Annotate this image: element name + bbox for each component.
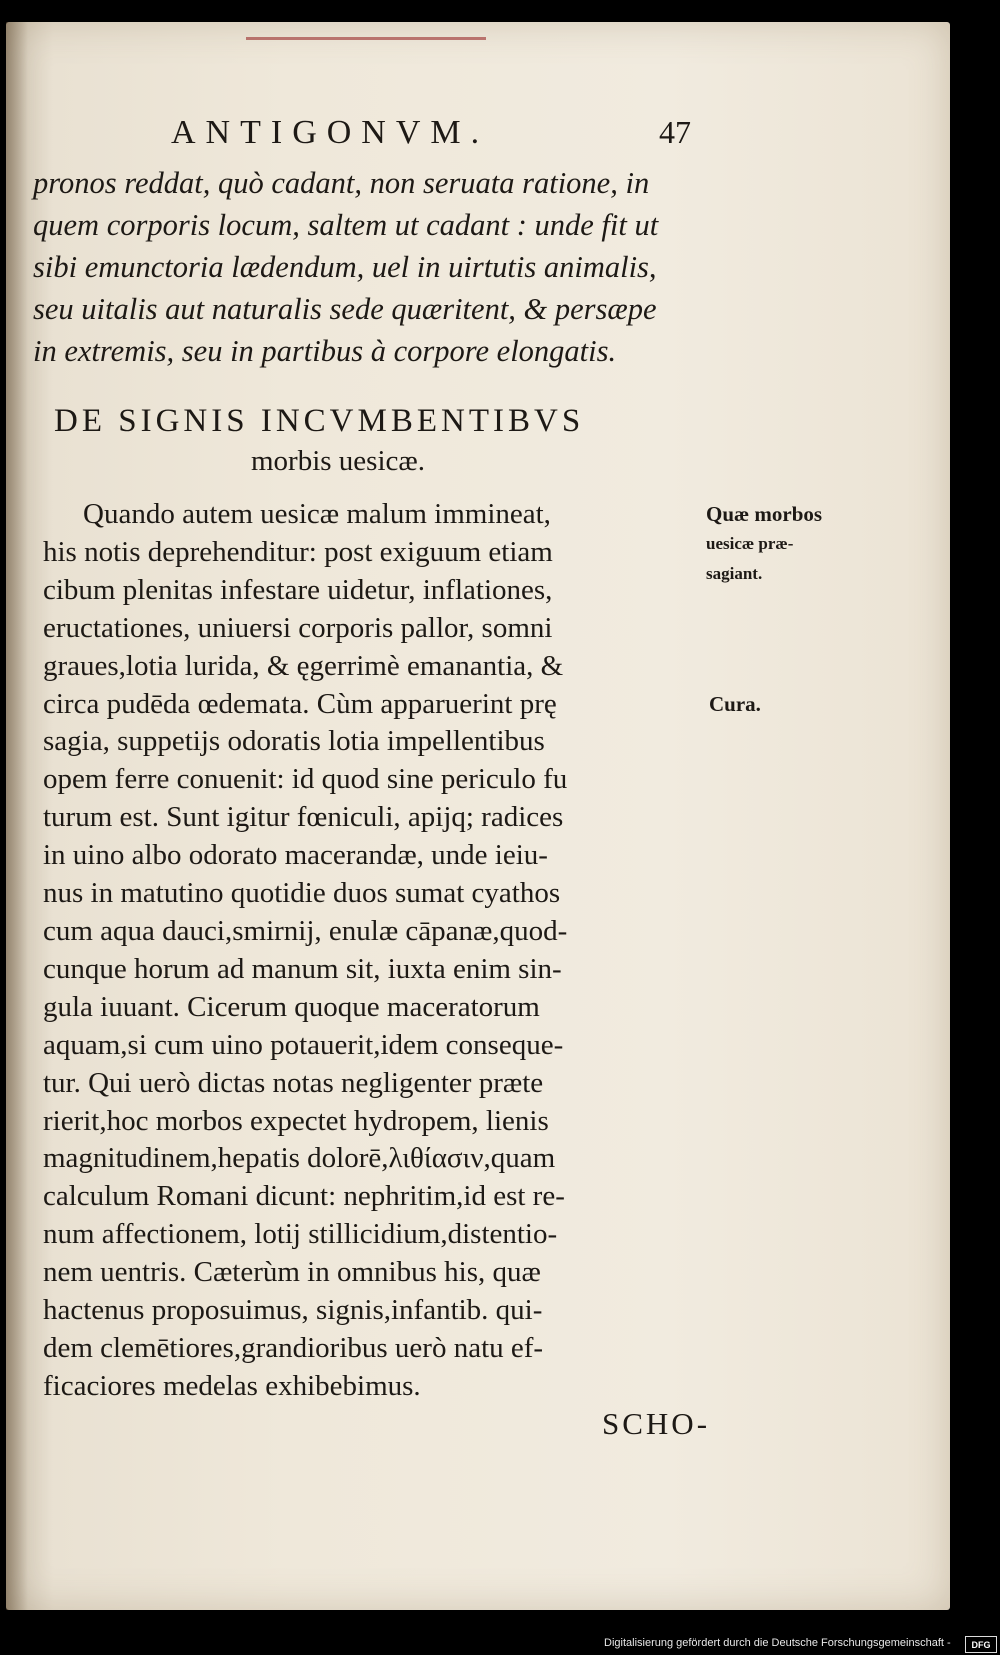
text-line: graues,lotia lurida, & ęgerrimè emanantia, & [43,649,564,682]
text-line: nem uentris. Cæterùm in omnibus his, quæ [43,1256,541,1289]
catchword: SCHO- [602,1406,711,1441]
text-line: in uino albo odorato macerandæ, unde ieiu- [43,839,548,872]
text-line: turum est. Sunt igitur fœniculi, apijq; radices [43,801,564,834]
text-line: cibum plenitas infestare uidetur, inflationes, [43,573,553,606]
margin-note-signs [706,499,822,589]
text-line: eructationes, uniuersi corporis pallor, somni [43,611,553,644]
text-line: hactenus proposuimus, signis,infantib. qui- [43,1294,543,1327]
text-line: sagia, suppetijs odoratis lotia impellentibus [43,725,545,758]
dfg-logo: DFG [965,1636,997,1653]
text-line: cum aqua dauci,smirnij, enulæ cāpanæ,quod- [43,914,568,947]
margin-note-line: sagiant. [706,564,763,583]
text-line: ficaciores medelas exhibebimus. [43,1369,421,1402]
text-line: rierit,hoc morbos expectet hydropem, lienis [43,1104,549,1137]
page-spine-shadow [6,22,28,1610]
text-line: opem ferre conuenit: id quod sine periculo fu [43,763,568,796]
margin-note-line: uesicæ præ- [706,534,794,553]
text-line: nus in matutino quotidie duos sumat cyathos [43,877,561,910]
page-number: 47 [659,114,691,150]
text-line: quem corporis locum, saltem ut cadant : unde fit ut [33,208,659,242]
text-line: seu uitalis aut naturalis sede quæritent, & persæpe [33,292,657,326]
text-line: gula iuuant. Cicerum quoque maceratorum [43,990,540,1023]
text-line: num affectionem, lotij stillicidium,distentio- [43,1218,558,1251]
text-line: Quando autem uesicæ malum immineat, [83,498,551,530]
book-page [6,22,950,1610]
top-paragraph [33,162,713,372]
section-subheading: morbis uesicæ. [251,445,425,477]
section-heading: DE SIGNIS INCVMBENTIBVS [54,403,585,439]
text-line: circa pudēda œdemata. Cùm apparuerint prę [43,687,557,720]
text-line: in extremis, seu in partibus à corpore elongatis. [33,334,617,368]
digitization-credit: Digitalisierung gefördert durch die Deutsche Forschungsgemeinschaft - [604,1637,951,1649]
text-line: his notis deprehenditur: post exiguum etiam [43,535,553,568]
margin-note-cura: Cura. [709,692,761,716]
margin-note-line: Quæ morbos [706,502,823,526]
page-edge-mark [246,37,486,40]
text-line: dem clemētiores,grandioribus uerò natu ef- [43,1331,544,1364]
running-header [171,114,691,160]
section-body [43,496,713,1406]
text-line: magnitudinem,hepatis dolorē,λιθίασιν,quam [43,1142,556,1175]
running-title: ANTIGONVM. [171,114,490,151]
text-line: pronos reddat, quò cadant, non seruata ratione, in [33,166,650,200]
text-line: cunque horum ad manum sit, iuxta enim sin- [43,952,562,985]
text-line: sibi emunctoria lædendum, uel in uirtutis animalis, [33,250,657,284]
text-line: tur. Qui uerò dictas notas negligenter præte [43,1066,544,1099]
text-line: calculum Romani dicunt: nephritim,id est re- [43,1180,565,1213]
text-line: aquam,si cum uino potauerit,idem conseque- [43,1028,564,1061]
